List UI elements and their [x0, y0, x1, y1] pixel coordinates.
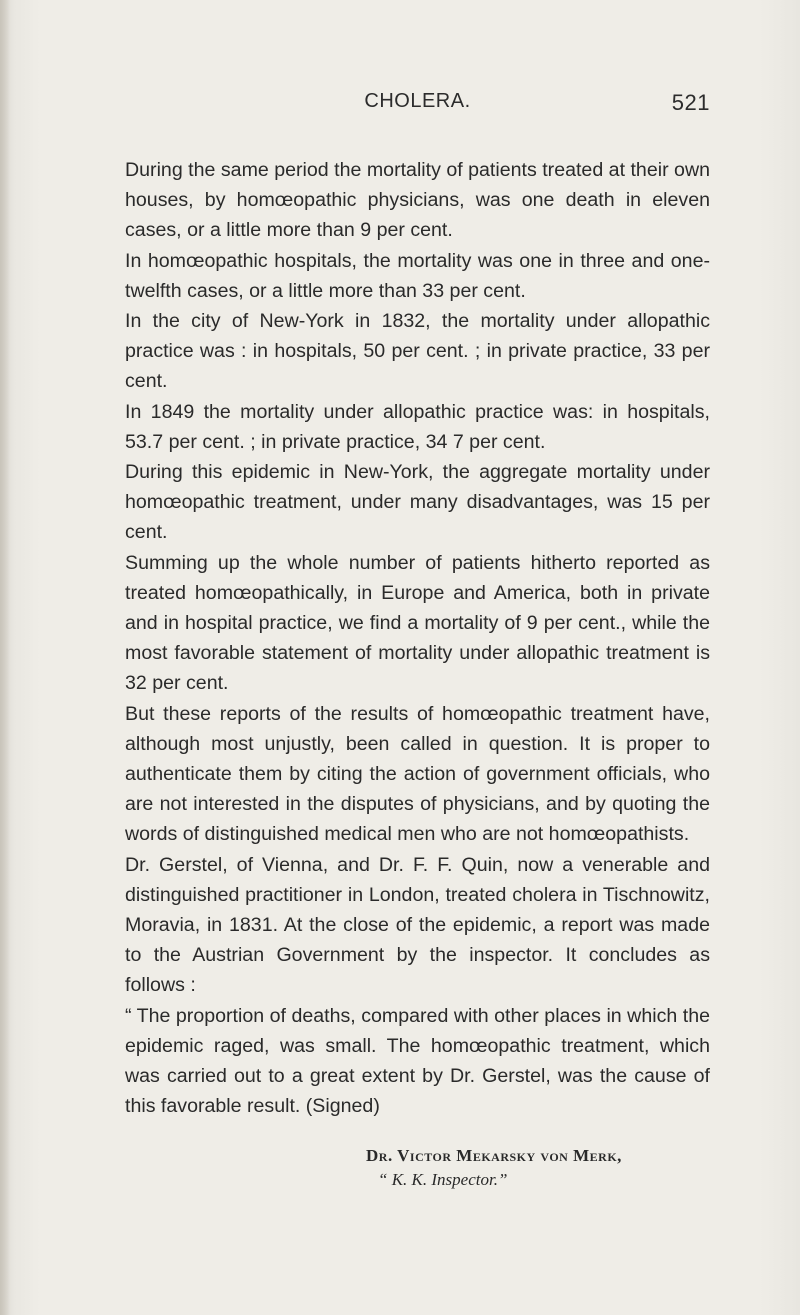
paragraph-9-quote: “ The proportion of deaths, compared with other places in which the epidemic raged, was small. The homœopathic treatment, which was carried out to a great extent by Dr. Gerstel, was the cause of this favorable result. (Signed): [125, 1004, 710, 1118]
signature-title: “ K. K. Inspector.”: [378, 1170, 508, 1189]
running-header: [125, 90, 710, 120]
paragraph-6: Summing up the whole number of patients hitherto reported as treated homœopathically, in Europe and America, both in private and in hospital practice, we find a mortality of 9 per cent., while the most favorable statement of mortality under allopathic treatment is 32 per cent.: [125, 551, 710, 695]
paragraph-8: Dr. Gerstel, of Vienna, and Dr. F. F. Quin, now a venerable and distinguished practitioner in London, treated cholera in Tischnowitz, Moravia, in 1831. At the close of the epidemic, a report was made to the Austrian Government by the inspector. It concludes as follows :: [125, 853, 710, 997]
paragraph-4: In 1849 the mortality under allopathic practice was: in hospitals, 53.7 per cent. ; in private practice, 34 7 per cent.: [125, 400, 710, 453]
paragraph-3: In the city of New-York in 1832, the mortality under allopathic practice was : in hospitals, 50 per cent. ; in private practice, 33 per cent.: [125, 310, 710, 393]
signature-block: [366, 1144, 622, 1192]
running-title: CHOLERA.: [364, 90, 471, 112]
paragraph-1: During the same period the mortality of patients treated at their own houses, by homœopathic physicians, was one death in eleven cases, or a little more than 9 per cent.: [125, 159, 710, 242]
page-gutter-shadow: [0, 0, 10, 1315]
page-number: 521: [671, 90, 710, 115]
paragraph-5: During this epidemic in New-York, the aggregate mortality under homœopathic treatment, under many disadvantages, was 15 per cent.: [125, 461, 710, 544]
signature-name: Dr. Victor Mekarsky von Merk,: [366, 1146, 622, 1165]
paragraph-7: But these reports of the results of homœopathic treatment have, although most unjustly, been called in question. It is proper to authenticate them by citing the action of government officials, who are not interested in the disputes of physicians, and by quoting the words of distinguished medical men who are not homœopathists.: [125, 702, 710, 846]
paragraph-2: In homœopathic hospitals, the mortality was one in three and one-twelfth cases, or a little more than 33 per cent.: [125, 249, 710, 302]
body-text: [125, 155, 710, 1122]
